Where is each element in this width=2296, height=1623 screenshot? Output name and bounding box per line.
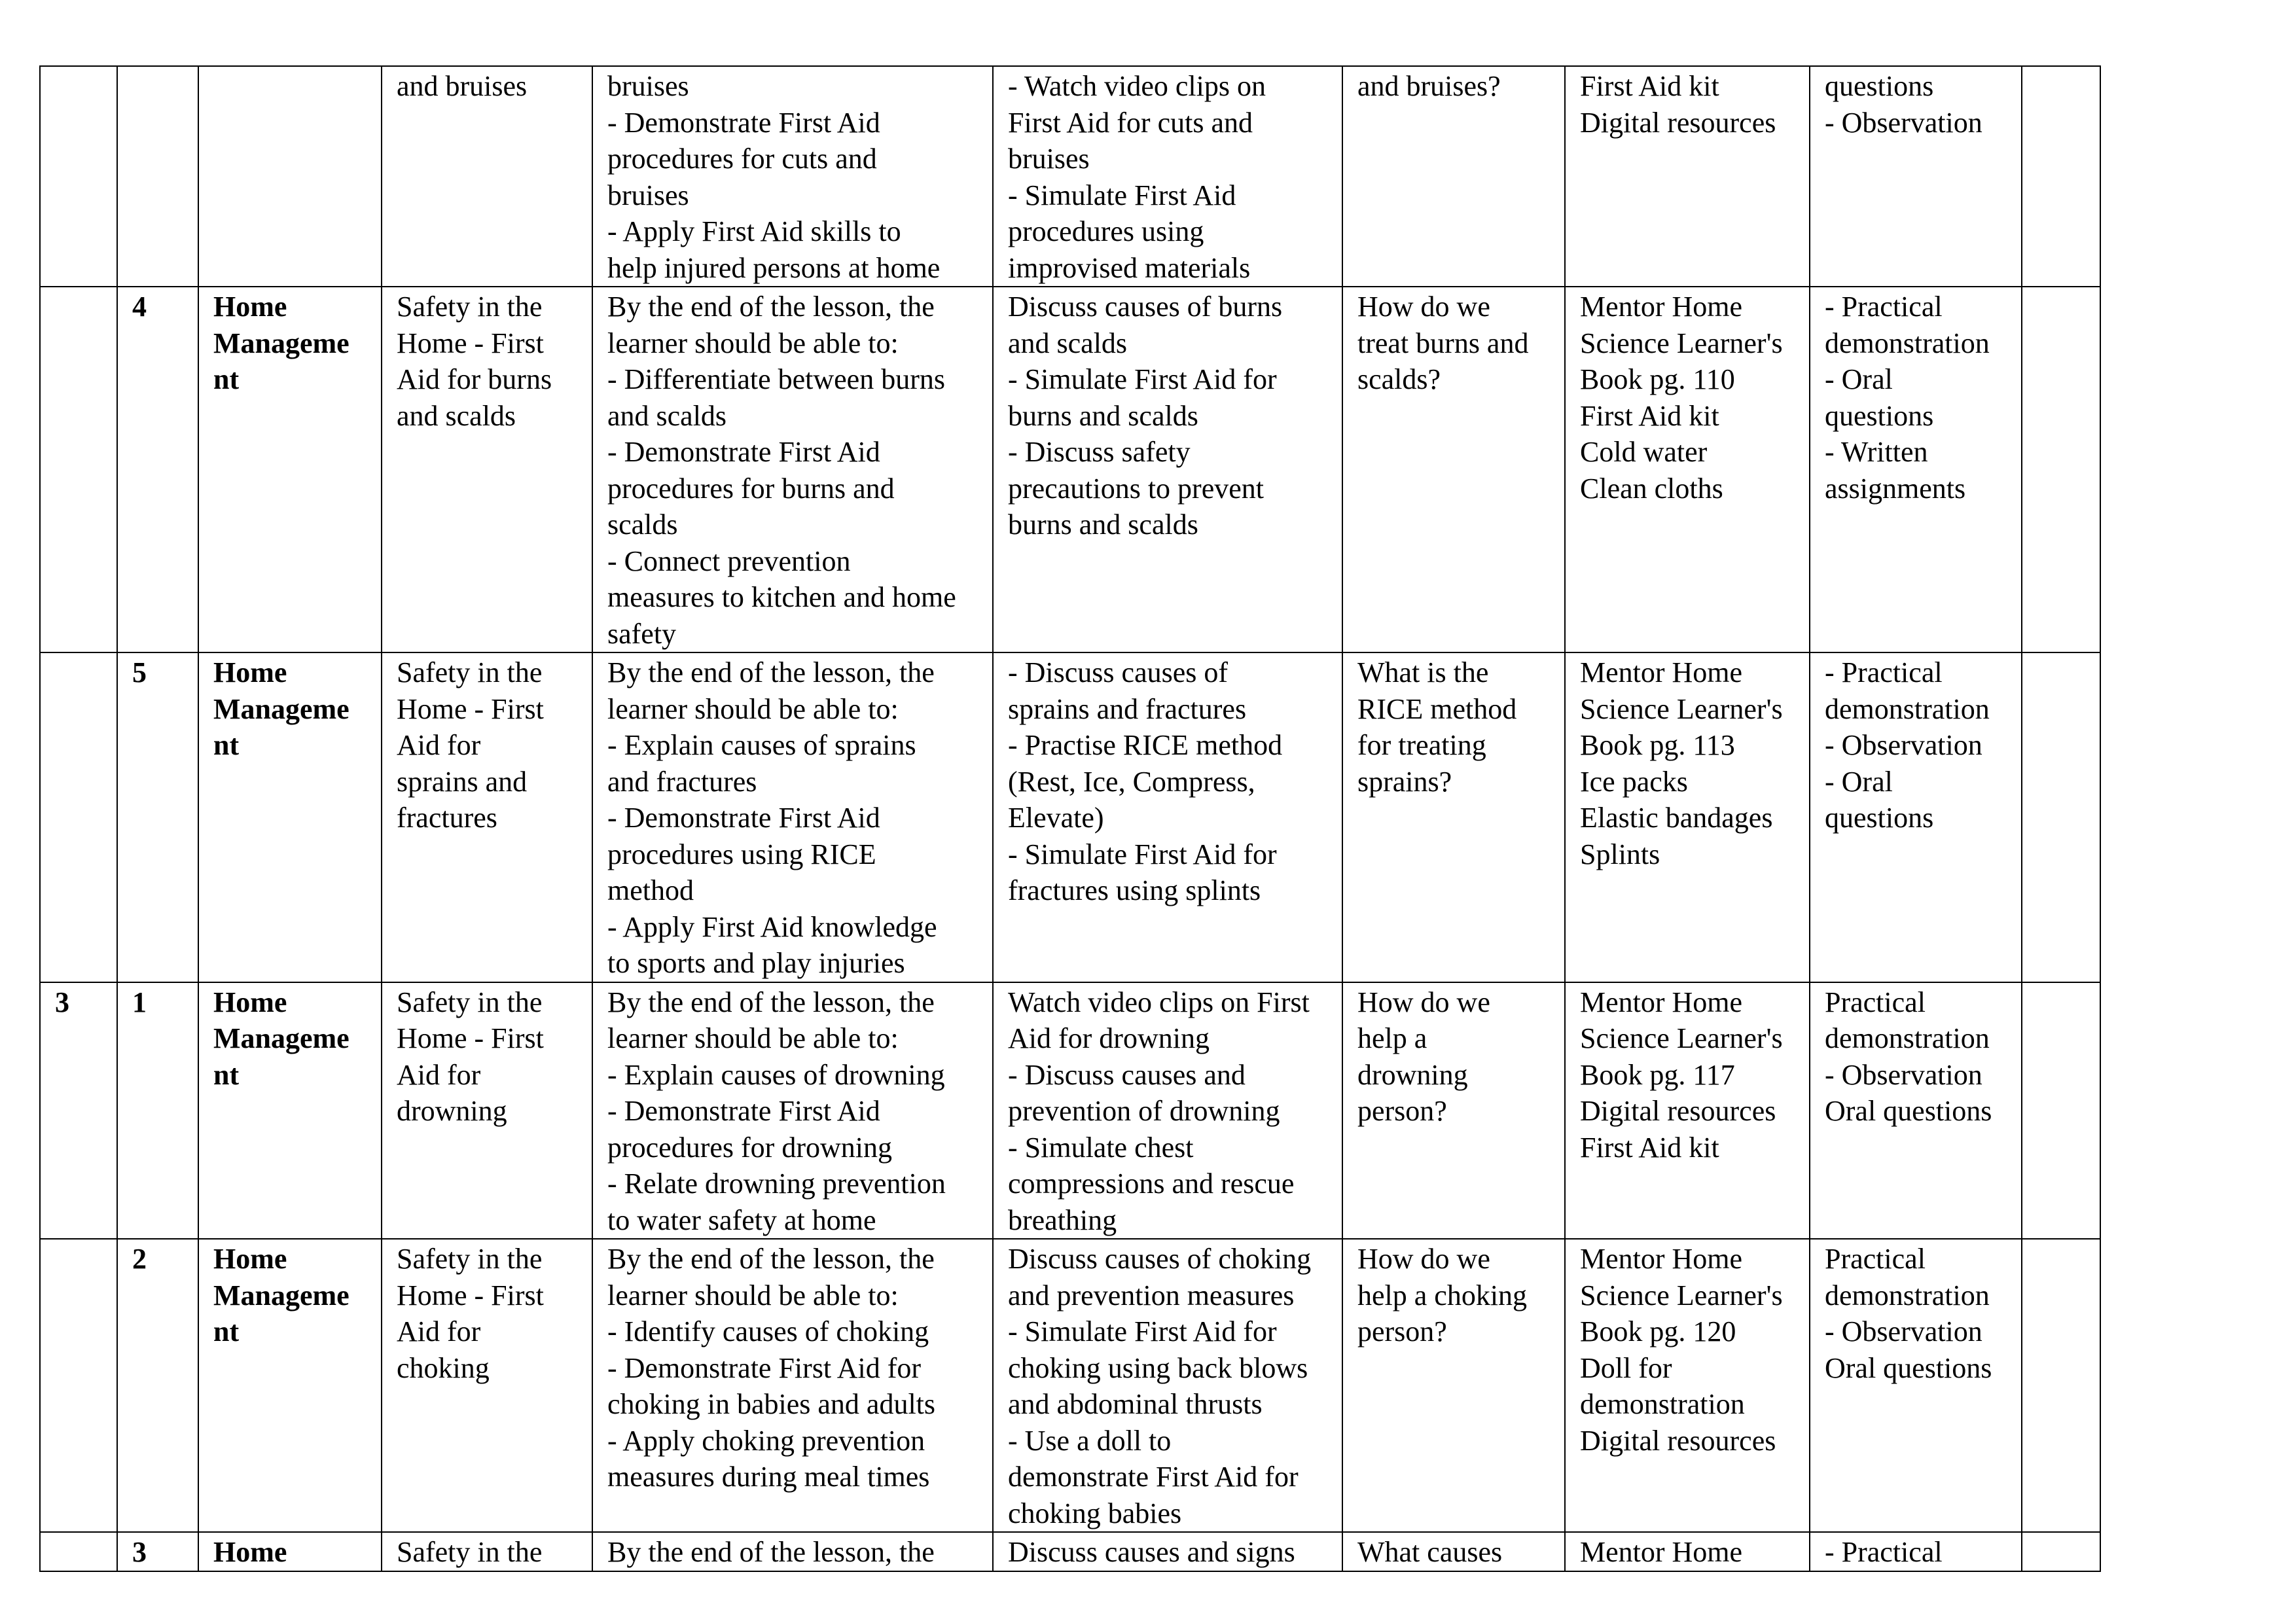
cell-line: and scalds xyxy=(397,399,516,432)
cell-line: First Aid kit xyxy=(1580,70,1719,102)
cell-line: person? xyxy=(1357,1315,1447,1347)
cell-line: nt xyxy=(213,1058,240,1091)
cell-line: - Apply First Aid skills to xyxy=(607,215,901,247)
week-cell xyxy=(40,652,117,982)
cell-line: precautions to prevent xyxy=(1008,472,1264,505)
learning-outcomes-cell xyxy=(592,287,993,652)
learning-outcomes-cell xyxy=(592,1532,993,1571)
learning-experiences-cell xyxy=(993,1532,1342,1571)
cell-line: and fractures xyxy=(607,765,757,798)
cell-line: RICE method xyxy=(1357,692,1517,725)
cell-line: Aid for xyxy=(397,1058,481,1091)
cell-line: fractures xyxy=(397,802,497,834)
learning-experiences-cell xyxy=(993,287,1342,652)
cell-line: - Simulate First Aid for xyxy=(1008,1315,1277,1347)
cell-line: nt xyxy=(213,1315,240,1347)
cell-line: What causes xyxy=(1357,1536,1503,1568)
learning-experiences-cell xyxy=(993,66,1342,287)
cell-line: How do we xyxy=(1357,291,1490,323)
cell-line: Safety in the xyxy=(397,656,543,688)
cell-line: Mentor Home xyxy=(1580,656,1743,688)
cell-line: demonstration xyxy=(1825,692,1990,725)
learning-experiences-cell xyxy=(993,982,1342,1240)
cell-line: First Aid kit xyxy=(1580,1131,1719,1164)
learning-resources-cell xyxy=(1565,652,1810,982)
strand-cell xyxy=(198,982,382,1240)
remarks-cell xyxy=(2022,287,2100,652)
cell-line: choking xyxy=(397,1351,490,1384)
key-inquiry-question-cell xyxy=(1342,287,1565,652)
cell-line: person? xyxy=(1357,1095,1447,1127)
cell-line: First Aid for cuts and xyxy=(1008,106,1253,139)
strand-cell xyxy=(198,66,382,287)
cell-line: - Written xyxy=(1825,436,1928,468)
learning-resources-cell xyxy=(1565,982,1810,1240)
cell-line: - Observation xyxy=(1825,106,1982,139)
cell-line: method xyxy=(607,874,694,906)
lesson-cell: 5 xyxy=(117,652,198,982)
cell-line: demonstration xyxy=(1825,1022,1990,1054)
lesson-cell: 1 xyxy=(117,982,198,1240)
cell-line: demonstrate First Aid for xyxy=(1008,1461,1299,1493)
cell-line: - Demonstrate First Aid xyxy=(607,436,880,468)
cell-line: drowning xyxy=(1357,1058,1468,1091)
cell-line: measures during meal times xyxy=(607,1461,930,1493)
cell-line: scalds? xyxy=(1357,363,1441,395)
cell-line: - Identify causes of choking xyxy=(607,1315,929,1347)
remarks-cell xyxy=(2022,652,2100,982)
cell-line: Book pg. 113 xyxy=(1580,729,1735,761)
cell-line: Book pg. 117 xyxy=(1580,1058,1735,1091)
cell-line: How do we xyxy=(1357,1243,1490,1275)
table-row xyxy=(40,982,2100,1240)
cell-line: scalds xyxy=(607,508,678,541)
cell-line: learner should be able to: xyxy=(607,692,899,725)
week-cell: 3 xyxy=(40,982,117,1240)
assessment-cell xyxy=(1810,652,2022,982)
cell-line: - Differentiate between burns xyxy=(607,363,945,395)
strand-cell xyxy=(198,652,382,982)
cell-line: Elastic bandages xyxy=(1580,802,1773,834)
cell-line: What is the xyxy=(1357,656,1489,688)
cell-line: Manageme xyxy=(213,1279,350,1311)
cell-line: procedures using xyxy=(1008,215,1204,247)
cell-line: - Simulate First Aid xyxy=(1008,179,1236,211)
cell-line: Home xyxy=(213,1243,287,1275)
cell-line: Digital resources xyxy=(1580,1424,1776,1457)
sub-strand-cell xyxy=(382,982,592,1240)
cell-line: By the end of the lesson, the xyxy=(607,1243,935,1275)
week-cell xyxy=(40,66,117,287)
cell-line: Book pg. 120 xyxy=(1580,1315,1736,1347)
learning-outcomes-cell xyxy=(592,982,993,1240)
table-row xyxy=(40,1239,2100,1532)
cell-line: Manageme xyxy=(213,327,350,359)
cell-line: Safety in the xyxy=(397,1536,543,1568)
cell-line: Manageme xyxy=(213,1022,350,1054)
cell-line: to sports and play injuries xyxy=(607,947,905,979)
cell-line: Aid for drowning xyxy=(1008,1022,1210,1054)
cell-line: help injured persons at home xyxy=(607,251,941,284)
sub-strand-cell xyxy=(382,1532,592,1571)
cell-line: Digital resources xyxy=(1580,106,1776,139)
cell-line: demonstration xyxy=(1580,1388,1745,1420)
cell-line: help a xyxy=(1357,1022,1427,1054)
learning-outcomes-cell xyxy=(592,652,993,982)
cell-line: - Practise RICE method xyxy=(1008,729,1283,761)
sub-strand-cell xyxy=(382,66,592,287)
cell-line: drowning xyxy=(397,1095,507,1127)
cell-line: bruises xyxy=(607,179,689,211)
cell-line: Discuss causes of choking xyxy=(1008,1243,1312,1275)
cell-line: burns and scalds xyxy=(1008,399,1198,432)
cell-line: for treating xyxy=(1357,729,1486,761)
cell-line: Home xyxy=(213,1536,287,1568)
cell-line: questions xyxy=(1825,802,1934,834)
cell-line: bruises xyxy=(607,70,689,102)
cell-line: - Connect prevention xyxy=(607,544,851,577)
cell-line: - Explain causes of sprains xyxy=(607,729,916,761)
cell-line: nt xyxy=(213,729,240,761)
learning-outcomes-cell xyxy=(592,1239,993,1532)
cell-line: sprains and fractures xyxy=(1008,692,1247,725)
cell-line: procedures for cuts and xyxy=(607,143,877,175)
strand-cell xyxy=(198,1239,382,1532)
cell-line: Science Learner's xyxy=(1580,1022,1783,1054)
cell-line: Home - First xyxy=(397,327,544,359)
assessment-cell xyxy=(1810,1532,2022,1571)
assessment-cell xyxy=(1810,1239,2022,1532)
cell-line: Clean cloths xyxy=(1580,472,1723,505)
cell-line: Home xyxy=(213,656,287,688)
cell-line: procedures for drowning xyxy=(607,1131,892,1164)
cell-line: sprains and xyxy=(397,765,528,798)
cell-line: and bruises? xyxy=(1357,70,1501,102)
cell-line: Practical xyxy=(1825,1243,1926,1275)
key-inquiry-question-cell xyxy=(1342,1532,1565,1571)
table-row xyxy=(40,287,2100,652)
cell-line: - Observation xyxy=(1825,729,1982,761)
key-inquiry-question-cell xyxy=(1342,652,1565,982)
cell-line: Manageme xyxy=(213,692,350,725)
cell-line: Home - First xyxy=(397,1279,544,1311)
cell-line: Science Learner's xyxy=(1580,327,1783,359)
table-row xyxy=(40,66,2100,287)
strand-cell xyxy=(198,287,382,652)
cell-line: - Demonstrate First Aid xyxy=(607,1095,880,1127)
cell-line: Cold water xyxy=(1580,436,1708,468)
week-cell xyxy=(40,287,117,652)
cell-line: learner should be able to: xyxy=(607,1279,899,1311)
cell-line: By the end of the lesson, the xyxy=(607,291,935,323)
cell-line: treat burns and xyxy=(1357,327,1529,359)
learning-experiences-cell xyxy=(993,1239,1342,1532)
cell-line: Safety in the xyxy=(397,1243,543,1275)
cell-line: Mentor Home xyxy=(1580,291,1743,323)
cell-line: procedures for burns and xyxy=(607,472,895,505)
cell-line: By the end of the lesson, the xyxy=(607,656,935,688)
cell-line: Doll for xyxy=(1580,1351,1672,1384)
cell-line: Discuss causes and signs xyxy=(1008,1536,1295,1568)
cell-line: - Apply choking prevention xyxy=(607,1424,925,1457)
lesson-cell: 2 xyxy=(117,1239,198,1532)
cell-line: Discuss causes of burns xyxy=(1008,291,1283,323)
cell-line: nt xyxy=(213,363,240,395)
cell-line: - Watch video clips on xyxy=(1008,70,1266,102)
learning-experiences-cell xyxy=(993,652,1342,982)
cell-line: measures to kitchen and home xyxy=(607,581,956,613)
sub-strand-cell xyxy=(382,652,592,982)
cell-line: Home xyxy=(213,291,287,323)
table-row xyxy=(40,652,2100,982)
assessment-cell xyxy=(1810,982,2022,1240)
cell-line: procedures using RICE xyxy=(607,838,876,870)
cell-line: Mentor Home xyxy=(1580,986,1743,1018)
cell-line: First Aid kit xyxy=(1580,399,1719,432)
cell-line: Splints xyxy=(1580,838,1660,870)
cell-line: - Demonstrate First Aid xyxy=(607,106,880,139)
lesson-cell: 4 xyxy=(117,287,198,652)
cell-line: Digital resources xyxy=(1580,1095,1776,1127)
cell-line: burns and scalds xyxy=(1008,508,1198,541)
learning-resources-cell xyxy=(1565,1532,1810,1571)
cell-line: Safety in the xyxy=(397,291,543,323)
cell-line: By the end of the lesson, the xyxy=(607,986,935,1018)
cell-line: and scalds xyxy=(607,399,727,432)
cell-line: - Discuss causes and xyxy=(1008,1058,1246,1091)
cell-line: - Discuss safety xyxy=(1008,436,1191,468)
cell-line: Home - First xyxy=(397,692,544,725)
cell-line: prevention of drowning xyxy=(1008,1095,1280,1127)
learning-outcomes-cell xyxy=(592,66,993,287)
cell-line: Science Learner's xyxy=(1580,692,1783,725)
cell-line: Watch video clips on First xyxy=(1008,986,1310,1018)
strand-cell xyxy=(198,1532,382,1571)
cell-line: - Explain causes of drowning xyxy=(607,1058,945,1091)
cell-line: breathing xyxy=(1008,1204,1117,1236)
cell-line: - Practical xyxy=(1825,656,1943,688)
sub-strand-cell xyxy=(382,287,592,652)
cell-line: - Practical xyxy=(1825,291,1943,323)
cell-line: By the end of the lesson, the xyxy=(607,1536,935,1568)
cell-line: improvised materials xyxy=(1008,251,1251,284)
remarks-cell xyxy=(2022,1239,2100,1532)
learning-resources-cell xyxy=(1565,287,1810,652)
cell-line: - Practical xyxy=(1825,1536,1943,1568)
cell-line: Oral questions xyxy=(1825,1095,1992,1127)
learning-resources-cell xyxy=(1565,1239,1810,1532)
lesson-cell xyxy=(117,66,198,287)
cell-line: - Apply First Aid knowledge xyxy=(607,910,937,943)
cell-line: Safety in the xyxy=(397,986,543,1018)
key-inquiry-question-cell xyxy=(1342,66,1565,287)
cell-line: Home xyxy=(213,986,287,1018)
cell-line: demonstration xyxy=(1825,1279,1990,1311)
remarks-cell xyxy=(2022,982,2100,1240)
cell-line: choking babies xyxy=(1008,1497,1182,1529)
cell-line: compressions and rescue xyxy=(1008,1168,1295,1200)
cell-line: - Simulate First Aid for xyxy=(1008,838,1277,870)
cell-line: learner should be able to: xyxy=(607,1022,899,1054)
cell-line: choking using back blows xyxy=(1008,1351,1308,1384)
key-inquiry-question-cell xyxy=(1342,1239,1565,1532)
cell-line: - Demonstrate First Aid for xyxy=(607,1351,922,1384)
cell-line: - Simulate chest xyxy=(1008,1131,1194,1164)
cell-line: safety xyxy=(607,617,677,650)
remarks-cell xyxy=(2022,66,2100,287)
cell-line: and scalds xyxy=(1008,327,1128,359)
cell-line: Aid for xyxy=(397,729,481,761)
cell-line: choking in babies and adults xyxy=(607,1388,936,1420)
week-cell xyxy=(40,1532,117,1571)
cell-line: Oral questions xyxy=(1825,1351,1992,1384)
cell-line: questions xyxy=(1825,70,1934,102)
cell-line: learner should be able to: xyxy=(607,327,899,359)
sub-strand-cell xyxy=(382,1239,592,1532)
cell-line: and prevention measures xyxy=(1008,1279,1295,1311)
cell-line: Science Learner's xyxy=(1580,1279,1783,1311)
lesson-cell: 3 xyxy=(117,1532,198,1571)
cell-line: Ice packs xyxy=(1580,765,1688,798)
scheme-of-work-table xyxy=(39,65,2101,1572)
week-cell xyxy=(40,1239,117,1532)
assessment-cell xyxy=(1810,66,2022,287)
assessment-cell xyxy=(1810,287,2022,652)
cell-line: How do we xyxy=(1357,986,1490,1018)
cell-line: - Oral xyxy=(1825,363,1893,395)
cell-line: and bruises xyxy=(397,70,528,102)
cell-line: to water safety at home xyxy=(607,1204,876,1236)
cell-line: Mentor Home xyxy=(1580,1536,1743,1568)
key-inquiry-question-cell xyxy=(1342,982,1565,1240)
cell-line: sprains? xyxy=(1357,765,1452,798)
cell-line: Book pg. 110 xyxy=(1580,363,1735,395)
cell-line: - Relate drowning prevention xyxy=(607,1168,946,1200)
cell-line: Home - First xyxy=(397,1022,544,1054)
cell-line: assignments xyxy=(1825,472,1966,505)
cell-line: - Use a doll to xyxy=(1008,1424,1172,1457)
remarks-cell xyxy=(2022,1532,2100,1571)
cell-line: Elevate) xyxy=(1008,802,1104,834)
learning-resources-cell xyxy=(1565,66,1810,287)
cell-line: questions xyxy=(1825,399,1934,432)
cell-line: Aid for xyxy=(397,1315,481,1347)
cell-line: - Observation xyxy=(1825,1315,1982,1347)
table-body xyxy=(40,66,2100,1571)
cell-line: - Discuss causes of xyxy=(1008,656,1229,688)
cell-line: - Observation xyxy=(1825,1058,1982,1091)
cell-line: demonstration xyxy=(1825,327,1990,359)
cell-line: Aid for burns xyxy=(397,363,552,395)
cell-line: help a choking xyxy=(1357,1279,1528,1311)
cell-line: fractures using splints xyxy=(1008,874,1261,906)
cell-line: bruises xyxy=(1008,143,1090,175)
cell-line: - Simulate First Aid for xyxy=(1008,363,1277,395)
cell-line: (Rest, Ice, Compress, xyxy=(1008,765,1255,798)
cell-line: Practical xyxy=(1825,986,1926,1018)
table-row xyxy=(40,1532,2100,1571)
cell-line: and abdominal thrusts xyxy=(1008,1388,1263,1420)
cell-line: Mentor Home xyxy=(1580,1243,1743,1275)
cell-line: - Demonstrate First Aid xyxy=(607,802,880,834)
cell-line: - Oral xyxy=(1825,765,1893,798)
